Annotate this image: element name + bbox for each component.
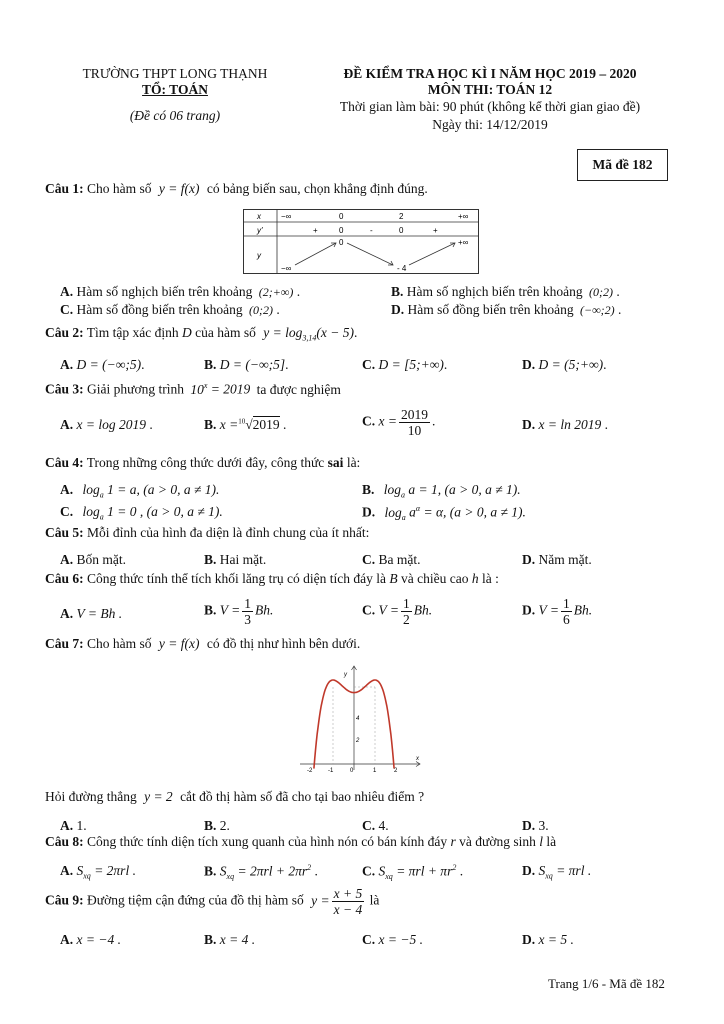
q2-text-a: Tìm tập xác định [86,325,179,340]
q7-d-label: D. [522,818,536,833]
q7-math: y = f(x) [158,636,200,651]
graph-tick-y-1: 4 [356,716,360,722]
q4-b-rest: a = 1, (a > 0, a ≠ 1). [405,482,521,497]
q6-b-rhs: Bh. [255,602,274,618]
q2-d-label: D. [522,357,536,372]
q7-text-d: cắt đồ thị hàm số đã cho tại bao nhiêu điểm ? [180,789,425,804]
q1-a-label: A. [60,284,74,299]
q8-d-rest: = πrl . [552,863,592,878]
q7-math-c: y = 2 [144,789,173,804]
graph-label-x: x [416,756,419,762]
q6-var-b: B [389,571,398,586]
q9-d-label: D. [522,932,536,947]
q4-a-log: log [82,482,100,497]
q8-label: Câu 8: [45,834,84,849]
q5-label: Câu 5: [45,525,84,540]
q8-c-rest: = πrl + πr [392,863,453,879]
q1-c-text: Hàm số đồng biến trên khoảng [76,302,243,317]
q8-a-rest: = 2πrl . [90,863,136,878]
q1-option-b[interactable] [391,284,620,300]
q1-text-b: có bảng biến sau, chọn khẳng định đúng. [206,181,428,196]
q5-c-text: Ba mặt. [378,552,421,567]
q6-c-den: 2 [403,612,410,627]
q6-c-num: 1 [403,596,410,611]
q2-c-math: D = [5;+∞) [378,357,444,372]
q9-d-math: x = 5 . [538,932,574,947]
vt-arrows [295,243,455,265]
q9-c-math: x = −5 . [378,932,423,947]
q6-b-den: 3 [244,612,252,627]
q6-b-num: 1 [244,596,252,611]
vt-sign-4: + [433,226,438,235]
vt-sign-0: + [313,226,318,235]
q4-c-log: log [82,504,100,519]
q7-b-text: 2. [219,818,230,833]
q3-d-math: x = ln 2019 [538,417,602,432]
q3-b-radicand: 2019 [252,417,280,432]
q3-label: Câu 3: [45,381,84,397]
exam-title: ĐỀ KIỂM TRA HỌC KÌ I NĂM HỌC 2019 – 2020 [343,66,637,81]
vt-x-1: 0 [339,212,344,221]
vt-y-2: - 4 [397,264,407,273]
graph-tick-y-0: 2 [356,738,360,744]
q1-d-label: D. [391,302,405,317]
q6-option-c[interactable] [362,596,432,627]
q7-label: Câu 7: [45,636,84,651]
q2-math: y = log [263,325,303,340]
q8-b-s: S [219,863,227,879]
q8-option-d[interactable] [522,863,591,881]
q4-bold: sai [327,455,344,470]
question-2: Câu 2: Tìm tập xác định D của hàm số $y = \log_{3,14}(x - 5)$. [45,325,358,343]
vt-row-y: y [257,251,261,260]
q8-var-l: l [539,834,544,849]
q6-text-c: là : [482,571,499,586]
q6-b-lhs: V = [219,602,241,618]
exam-date: Ngày thi: 14/12/2019 [432,117,548,132]
q1-math: y = f(x) [158,181,200,196]
variation-table [243,209,479,274]
q2-a-label: A. [60,357,74,372]
vt-y-0: −∞ [281,264,292,273]
q9-c-label: C. [362,932,376,947]
q4-b-log: log [383,482,402,497]
q4-d-sup: α [415,504,421,513]
q3-c-num: 2019 [400,407,428,422]
q6-text-b: và chiều cao [401,571,469,586]
q8-var-r: r [450,834,456,849]
q8-a-s: S [76,863,84,878]
q1-d-end: . [617,302,622,317]
vt-x-0: −∞ [281,212,292,221]
q9-num: x + 5 [333,886,363,901]
q5-b-label: B. [204,552,217,567]
vt-y-3: +∞ [458,238,469,247]
q4-b-sub: a [401,490,406,500]
q6-c-rhs: Bh. [413,602,433,618]
q7-b-label: B. [204,818,217,833]
q2-base: 3,14 [302,333,317,343]
q6-c-lhs: V = [378,602,399,618]
q5-b-text: Hai mặt. [219,552,267,567]
q6-d-rhs: Bh. [573,602,593,618]
department: TỔ: TOÁN [142,82,208,97]
q6-a-math: V = Bh . [76,606,123,621]
q3-b-radical-icon: √ [245,417,253,432]
vt-sign-3: 0 [399,226,404,235]
q8-d-sub: xq [545,871,553,881]
q8-text-c: là [546,834,557,849]
q8-option-c[interactable] [362,863,463,881]
graph-tick-x-1: -1 [328,768,334,772]
q1-c-math: (0;2) [248,303,273,317]
vt-x-3: +∞ [458,212,469,221]
question-5 [45,525,369,541]
q9-text-b: là [369,892,380,908]
q3-b-label: B. [204,417,217,432]
q5-option-a[interactable] [60,552,126,568]
vt-row-yp: y' [257,226,263,235]
q9-b-math: x = 4 . [219,932,256,947]
q6-a-label: A. [60,606,74,621]
q2-arg: (x − 5) [316,325,354,340]
q8-b-sub: xq [226,872,235,882]
q5-c-label: C. [362,552,376,567]
q3-option-c[interactable]: C. x = $\frac{2019}{10}$ . [362,407,436,438]
q4-option-a[interactable] [60,482,219,500]
q3-rest: = 2019 [210,381,251,397]
graph-tick-x-3: 1 [373,768,377,772]
q4-c-sub: a [99,512,104,522]
q9-b-label: B. [204,932,217,947]
q7-option-d[interactable] [522,818,549,834]
q6-c-fraction [401,596,412,627]
q8-text-b: và đường sinh [459,834,536,849]
q1-c-label: C. [60,302,74,317]
q1-b-label: B. [391,284,404,299]
question-6 [45,571,499,587]
q2-c-label: C. [362,357,376,372]
q6-c-label: C. [362,602,376,618]
q3-base: 10 [190,381,204,397]
q7-option-c[interactable] [362,818,389,834]
question-3 [45,381,341,398]
q9-den: x − 4 [333,902,363,917]
q8-text-a: Công thức tính diện tích xung quanh của hình nón có bán kính đáy [87,834,448,849]
q1-d-math: (−∞;2) [579,303,615,317]
q6-b-fraction [242,596,253,627]
q7-function-graph [296,662,426,772]
q4-a-rest: 1 = a, (a > 0, a ≠ 1). [103,482,220,497]
school-name: TRƯỜNG THPT LONG THẠNH [82,66,268,81]
q2-d-math: D = (5;+∞) [538,357,604,372]
q9-a-math: x = −4 . [76,932,121,947]
q5-option-c[interactable] [362,552,421,568]
q2-text-b: của hàm số [195,325,256,340]
q1-b-math: (0;2) [588,285,613,299]
question-7 [45,636,360,652]
q6-option-b[interactable] [204,596,273,627]
pages-note: (Đề có 06 trang) [129,108,221,123]
q4-c-label: C. [60,504,74,519]
q4-b-label: B. [362,482,375,497]
q5-a-text: Bốn mặt. [76,552,126,567]
q3-option-a[interactable]: A. x = log 2019 . [60,417,153,432]
q6-option-a[interactable] [60,606,122,622]
q4-d-rest: = α, (a > 0, a ≠ 1). [420,504,526,520]
q3-a-label: A. [60,417,74,432]
q4-text-b: là: [346,455,361,470]
question-4 [45,455,360,471]
q9-option-c[interactable] [362,932,423,948]
q9-fraction [332,886,365,917]
exam-subject: MÔN THI: TOÁN 12 [427,82,553,97]
page-footer: Trang 1/6 - Mã đề 182 [548,976,665,991]
q8-a-label: A. [60,863,74,878]
q9-option-a[interactable] [60,932,121,948]
vt-sign-1: 0 [339,226,344,235]
q1-a-end: . [296,284,301,299]
q3-text-b: ta được nghiệm [256,381,341,397]
q7-option-b[interactable] [204,818,230,834]
vt-x-2: 2 [399,212,404,221]
q1-option-c[interactable] [60,302,280,318]
q7-text-c: Hỏi đường thẳng [45,789,137,804]
q6-d-den: 6 [563,612,570,627]
q4-a-label: A. [60,482,74,497]
q8-d-label: D. [522,863,536,878]
q8-b-end: . [314,863,318,879]
q2-label: Câu 2: [45,325,84,340]
q3-a-math: x = log 2019 [76,417,146,432]
q8-c-s: S [378,863,386,879]
question-1 [45,181,428,197]
q4-text-a: Trong những công thức dưới đây, công thức [86,455,325,470]
q6-option-d[interactable] [522,596,592,627]
q3-d-label: D. [522,417,536,432]
q7-c-label: C. [362,818,376,833]
q4-d-label: D. [362,504,376,520]
q4-c-rest: 1 = 0 , (a > 0, a ≠ 1). [103,504,223,519]
q4-d-sub: a [401,513,406,523]
q7-text-a: Cho hàm số [87,636,152,651]
graph-tick-x-2: 0 [350,768,354,772]
q2-b-math: D = (−∞;5] [219,357,286,372]
q2-option-c[interactable]: C. D = [5;+∞). [362,357,448,372]
q4-label: Câu 4: [45,455,84,470]
q6-text-a: Công thức tính thể tích khối lăng trụ có diện tích đáy là [87,571,387,586]
q2-option-a[interactable]: A. D = (−∞;5). [60,357,145,372]
q9-lhs: y = [311,892,330,908]
q2-var: D [182,325,192,340]
q5-d-text: Năm mặt. [538,552,592,567]
q1-b-end: . [616,284,620,299]
q6-d-label: D. [522,602,536,618]
q6-label: Câu 6: [45,571,84,586]
q8-c-end: . [459,863,464,879]
q9-option-d[interactable] [522,932,574,948]
q1-option-a[interactable] [60,284,300,300]
q5-d-label: D. [522,552,536,567]
q6-b-label: B. [204,602,217,618]
exam-code-box [577,149,668,181]
q4-a-sub: a [99,490,104,500]
exam-code: Mã đề 182 [592,157,653,172]
q4-option-c[interactable] [60,504,223,522]
q3-c-label: C. [362,413,376,429]
q1-b-text: Hàm số nghịch biến trên khoảng [406,284,583,299]
exam-duration: Thời gian làm bài: 90 phút (không kể thời gian giao đề) [339,99,641,114]
question-8 [45,834,556,850]
q1-a-text: Hàm số nghịch biến trên khoảng [76,284,253,299]
question-7-ask [45,789,424,805]
q1-a-math: (2;+∞) [258,285,294,299]
q5-a-label: A. [60,552,74,567]
q2-b-label: B. [204,357,217,372]
q2-option-d[interactable]: D. D = (5;+∞). [522,357,607,372]
q2-option-b[interactable]: B. D = (−∞;5]. [204,357,289,372]
q6-d-fraction [561,596,572,627]
q5-text: Mỗi đỉnh của hình đa diện là đỉnh chung của ít nhất: [87,525,370,540]
q3-option-d[interactable]: D. x = ln 2019 . [522,417,608,432]
q2-a-math: D = (−∞;5) [76,357,142,372]
graph-tick-x-4: 2 [394,768,398,772]
q1-d-text: Hàm số đồng biến trên khoảng [407,302,574,317]
q9-option-b[interactable] [204,932,255,948]
q3-option-b[interactable]: B. x =$^{10}$√2019 . [204,417,287,432]
q3-b-math: x = [219,417,239,432]
q6-d-lhs: V = [538,602,559,618]
q5-option-b[interactable] [204,552,266,568]
q7-d-text: 3. [538,818,549,833]
q9-text-a: Đường tiệm cận đứng của đồ thị hàm số [87,892,304,908]
q5-option-d[interactable] [522,552,592,568]
question-9 [45,886,379,917]
q7-a-label: A. [60,818,74,833]
q8-b-sup: 2 [307,863,312,872]
vt-row-x: x [257,212,261,221]
q8-b-rest: = 2πrl + 2πr [234,863,308,879]
q7-text-b: có đồ thị như hình bên dưới. [206,636,361,651]
q4-d-log: log [384,504,402,520]
q8-option-b[interactable] [204,863,318,881]
q3-c-fraction [399,407,430,438]
q9-label: Câu 9: [45,892,84,908]
q1-option-d[interactable] [391,302,621,318]
q4-option-d[interactable] [362,504,526,522]
q8-c-sub: xq [385,872,393,882]
graph-label-y: y [344,672,347,678]
q6-d-num: 1 [563,596,570,611]
q1-c-end: . [276,302,280,317]
vt-sign-2: - [370,226,373,235]
q6-var-h: h [471,571,479,586]
q3-c-lhs: x = [378,413,397,429]
q7-c-text: 4. [378,818,389,833]
q8-option-a[interactable] [60,863,136,881]
q3-text-a: Giải phương trình [87,381,184,397]
q3-c-den: 10 [407,423,422,438]
q4-option-b[interactable] [362,482,521,500]
q3-b-root-index: 10 [238,417,246,426]
q8-b-label: B. [204,863,217,879]
q1-label: Câu 1: [45,181,84,196]
vt-y-1: 0 [339,238,344,247]
q7-a-text: 1. [76,818,87,833]
q7-option-a[interactable] [60,818,87,834]
q8-c-sup: 2 [452,863,457,872]
q4-d-mid: a [405,504,416,520]
q3-exp: x [203,381,208,390]
q9-a-label: A. [60,932,74,947]
graph-tick-x-0: -2 [307,768,313,772]
q8-c-label: C. [362,863,376,879]
q8-a-sub: xq [83,871,91,881]
q1-text-a: Cho hàm số [87,181,152,196]
q8-d-s: S [538,863,546,878]
